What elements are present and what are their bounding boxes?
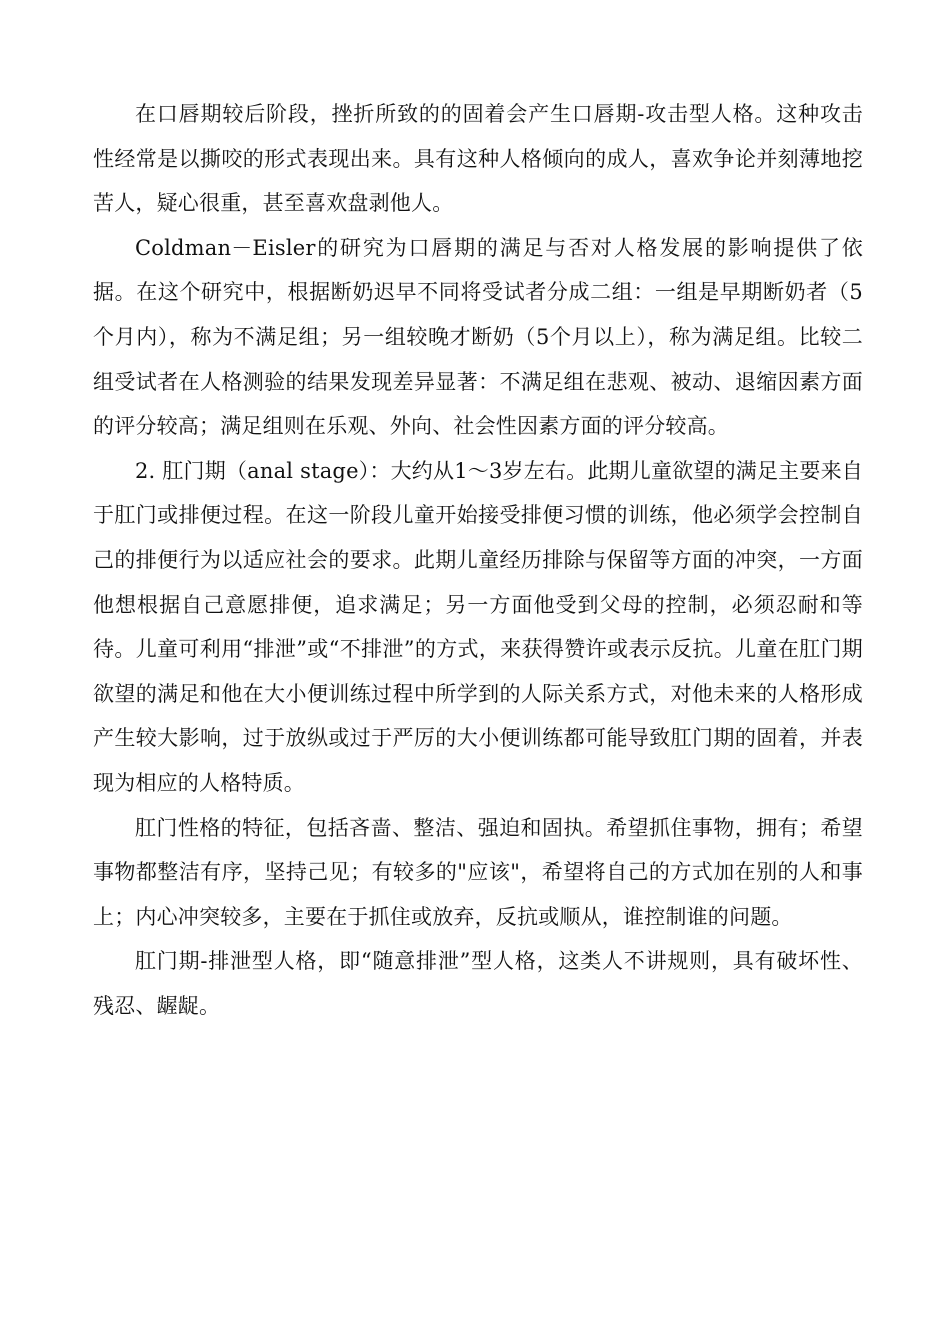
paragraph-oral-aggressive: 在口唇期较后阶段，挫折所致的的固着会产生口唇期-攻击型人格。这种攻击性经常是以撕咬的形式表现出来。具有这种人格倾向的成人，喜欢争论并刻薄地挖苦人，疑心很重，甚至喜欢盘剥他人。: [93, 102, 863, 216]
document-body: [93, 92, 863, 1028]
paragraph-anal-stage: 2. 肛门期（anal stage）：大约从1～3岁左右。此期儿童欲望的满足主要来自于肛门或排便过程。在这一阶段儿童开始接受排便习惯的训练，他必须学会控制自己的排便行为以适应社会的要求。此期儿童经历排除与保留等方面的冲突，一方面他想根据自己意愿排便，追求满足；另一方面他受到父母的控制，必须忍耐和等待。儿童可利用“排泄”或“不排泄”的方式，来获得赞许或表示反抗。儿童在肛门期欲望的满足和他在大小便训练过程中所学到的人际关系方式，对他未来的人格形成产生较大影响，过于放纵或过于严厉的大小便训练都可能导致肛门期的固着，并表现为相应的人格特质。: [93, 458, 863, 795]
paragraph-coldman-eisler-study: Coldman－Eisler的研究为口唇期的满足与否对人格发展的影响提供了依据。在这个研究中，根据断奶迟早不同将受试者分成二组：一组是早期断奶者（5个月内），称为不满足组；另一组较晚才断奶（5个月以上），称为满足组。比较二组受试者在人格测验的结果发现差异显著：不满足组在悲观、被动、退缩因素方面的评分较高；满足组则在乐观、外向、社会性因素方面的评分较高。: [93, 235, 863, 439]
paragraph-anal-expulsive: 肛门期-排泄型人格，即“随意排泄”型人格，这类人不讲规则，具有破坏性、残忍、龌龊。: [93, 949, 863, 1018]
paragraph-anal-character: 肛门性格的特征，包括吝啬、整洁、强迫和固执。希望抓住事物，拥有；希望事物都整洁有序，坚持己见；有较多的"应该"，希望将自己的方式加在别的人和事上；内心冲突较多，主要在于抓住或放弃，反抗或顺从，谁控制谁的问题。: [93, 815, 863, 929]
